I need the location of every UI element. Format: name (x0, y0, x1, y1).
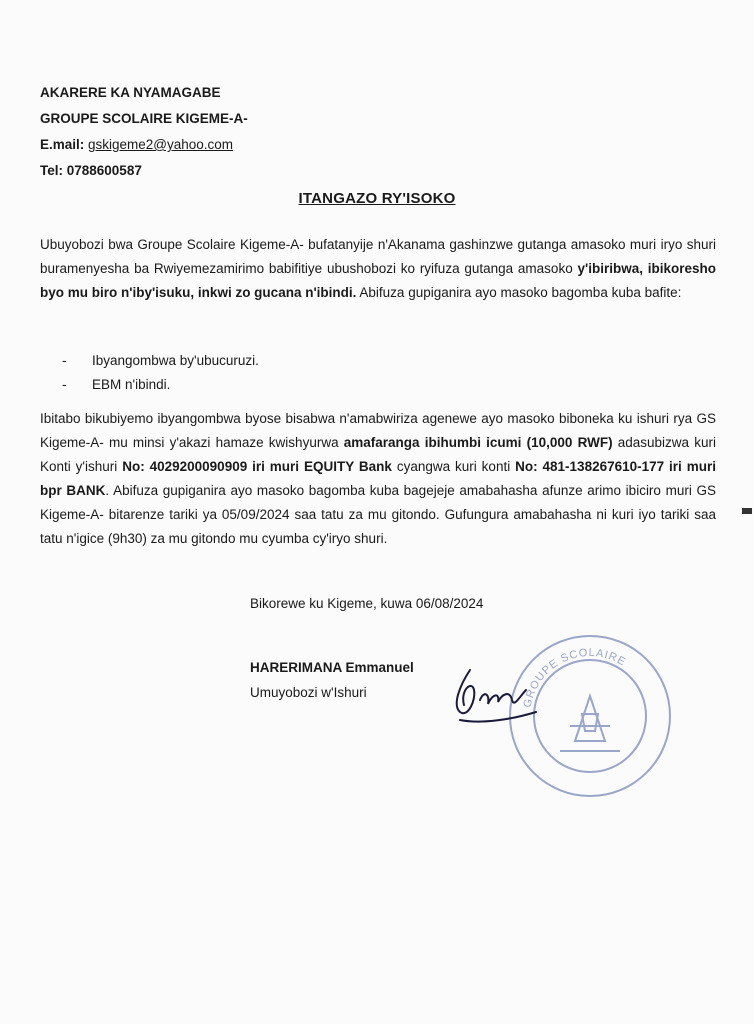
email-line (40, 132, 248, 158)
list-item-text: EBM n'ibindi. (92, 377, 171, 392)
signature-mark (440, 650, 560, 730)
school-name: GROUPE SCOLAIRE KIGEME-A- (40, 111, 248, 126)
letterhead (40, 80, 248, 184)
signatory-name: HARERIMANA Emmanuel (250, 660, 414, 675)
intro-text-2: Abifuza gupiganira ayo masoko bagomba kuba bafite: (356, 285, 682, 300)
details-text-4: . Abifuza gupiganira ayo masoko bagomba kuba bagejeje amabahasha afunze arimo ibiciro muri GS Kigeme-A- bitarenze tariki ya 05/09/2024 saa tatu za mu gitondo. Gufungura amabahasha ni kuri iyo tariki saa tatu n'igice (9h30) za mu gitondo mu cyumba cy'iryo shuri. (40, 483, 717, 546)
list-item (62, 349, 259, 373)
intro-text-1: Ubuyobozi bwa Groupe Scolaire Kigeme-A- bufatanyije n'Akanama gashinzwe gutanga amasoko muri iryo shuri buramenyesha ba Rwiyemezamirimo babifitiye ubushobozi ko ryifuza gutanga amasoko (40, 237, 716, 276)
bpr-account: No: 481-138267610-177 iri muri bpr BANK (40, 459, 716, 498)
list-dash: - (62, 353, 67, 368)
phone-line: Tel: 0788600587 (40, 163, 142, 178)
signatory-role: Umuyobozi w'Ishuri (250, 685, 367, 700)
details-text-3: cyangwa kuri konti (391, 459, 516, 474)
fee-amount: amafaranga ibihumbi icumi (10,000 RWF) (343, 435, 613, 450)
district-name: AKARERE KA NYAMAGABE (40, 85, 221, 100)
requirements-list (62, 349, 259, 397)
equity-account: No: 4029200090909 iri muri EQUITY Bank (122, 459, 392, 474)
scan-edge-mark (742, 508, 752, 514)
list-dash: - (62, 377, 67, 392)
details-text-1: Ibitabo bikubiyemo ibyangombwa byose bisabwa n'amabwiriza agenewe ayo masoko biboneka ku ishuri rya GS Kigeme-A- mu minsi y'akazi hamaze kwishyurwa (40, 411, 716, 450)
list-item-text: Ibyangombwa by'ubucuruzi. (92, 353, 259, 368)
intro-paragraph (40, 233, 716, 305)
place-date: Bikorewe ku Kigeme, kuwa 06/08/2024 (250, 596, 484, 611)
email-label: E.mail: (40, 137, 89, 152)
details-paragraph (40, 407, 716, 551)
email-link[interactable]: gskigeme2@yahoo.com (88, 137, 234, 152)
document-title: ITANGAZO RY'ISOKO (298, 190, 456, 207)
intro-bold-items: y'ibiribwa, ibikoresho byo mu biro n'iby'isuku, inkwi zo gucana n'ibindi. (40, 261, 716, 300)
list-item (62, 373, 259, 397)
details-text-2: adasubizwa kuri Konti y'ishuri (40, 435, 716, 474)
stamp-text: GROUPE SCOLAIRE (521, 646, 628, 709)
